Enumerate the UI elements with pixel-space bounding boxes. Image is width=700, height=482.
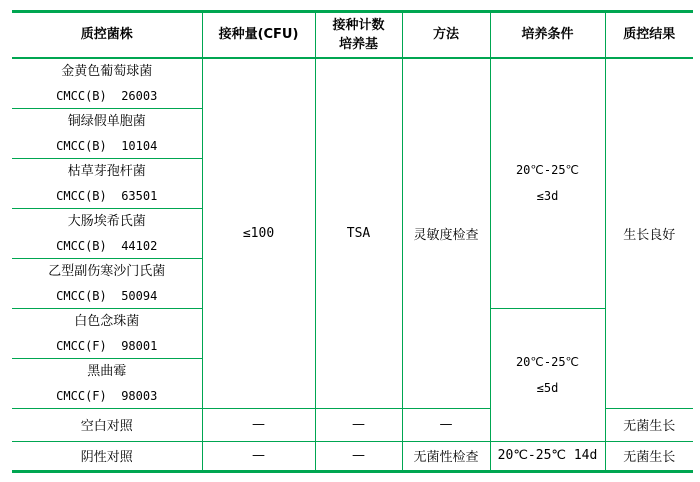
header-cell-strain: 质控菌株: [12, 12, 202, 58]
strain-code: CMCC(B) 50094: [56, 288, 158, 303]
header-row: [12, 12, 693, 58]
medium-merged-cell: TSA: [315, 58, 402, 409]
inoculum-merged-cell: ≤100: [202, 58, 315, 409]
negative-method-cell: 无菌性检查: [402, 441, 490, 471]
header-cell-method: 方法: [402, 12, 490, 58]
condition-fungi-days: ≤5d: [536, 380, 559, 395]
strain-name: 黑曲霉: [87, 363, 127, 379]
header-cell-result: 质控结果: [605, 12, 693, 58]
header-cell-medium: [315, 12, 402, 58]
header-medium-line2: 培养基: [338, 36, 378, 52]
negative-control-row: [12, 441, 693, 471]
blank-result-cell: 无菌生长: [605, 408, 693, 441]
negative-control-name-cell: 阴性对照: [12, 441, 202, 471]
result-merged-cell: 生长良好: [605, 58, 693, 409]
negative-inoculum-cell: —: [202, 441, 315, 471]
condition-bacteria-days: ≤3d: [536, 189, 559, 203]
strain-name: 金黄色葡萄球菌: [61, 63, 153, 79]
blank-control-name-cell: 空白对照: [12, 408, 202, 441]
strain-cell: [12, 208, 202, 258]
negative-result-cell: 无菌生长: [605, 441, 693, 471]
strain-code: CMCC(B) 26003: [56, 88, 158, 103]
header-medium-line1: 接种计数: [332, 17, 385, 33]
negative-medium-cell: —: [315, 441, 402, 471]
negative-condition-cell: 20℃-25℃ 14d: [490, 441, 605, 471]
blank-medium-cell: —: [315, 408, 402, 441]
strain-code: CMCC(B) 63501: [56, 188, 158, 203]
strain-row: [12, 58, 693, 109]
header-cell-condition: 培养条件: [490, 12, 605, 58]
strain-name: 乙型副伤寒沙门氏菌: [48, 263, 166, 279]
strain-cell: [12, 358, 202, 408]
strain-name: 大肠埃希氏菌: [67, 213, 146, 229]
blank-inoculum-cell: —: [202, 408, 315, 441]
strain-name: 白色念珠菌: [74, 313, 140, 329]
strain-name: 铜绿假单胞菌: [67, 113, 146, 129]
blank-method-cell: —: [402, 408, 490, 441]
condition-bacteria-cell: [490, 58, 605, 309]
strain-cell: [12, 158, 202, 208]
strain-code: CMCC(F) 98001: [56, 338, 158, 353]
strain-cell: [12, 58, 202, 109]
method-merged-cell: 灵敏度检查: [402, 58, 490, 409]
condition-bacteria-temp: 20℃-25℃: [515, 163, 580, 177]
condition-fungi-cell: [490, 308, 605, 441]
strain-cell: [12, 308, 202, 358]
strain-name: 枯草芽孢杆菌: [67, 163, 146, 179]
strain-cell: [12, 258, 202, 308]
condition-fungi-temp: 20℃-25℃: [515, 354, 580, 369]
strain-cell: [12, 108, 202, 158]
header-cell-inoculum: 接种量(CFU): [202, 12, 315, 58]
strain-code: CMCC(B) 44102: [56, 238, 158, 253]
qc-strain-table: [12, 10, 693, 473]
strain-code: CMCC(B) 10104: [56, 138, 158, 153]
strain-code: CMCC(F) 98003: [56, 388, 158, 403]
